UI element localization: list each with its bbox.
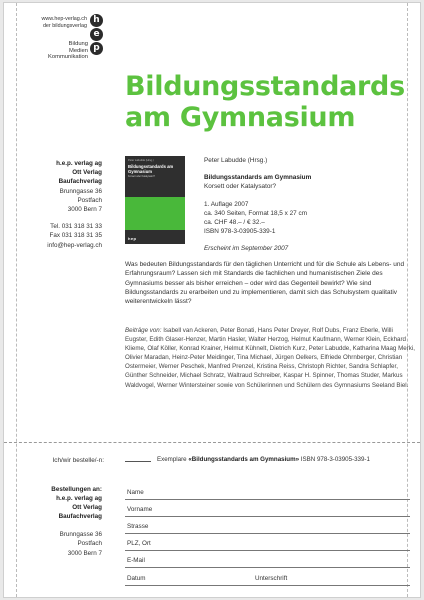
cover-green-band <box>125 197 185 230</box>
book-subtitle: Korsett oder Katalysator? <box>204 183 277 191</box>
field-label: Vorname <box>127 506 153 514</box>
field-label: E-Mail <box>127 557 145 565</box>
field-label: Datum <box>127 574 146 582</box>
contributors-list: Isabell van Ackeren, Peter Bonati, Hans Peter Dreyer, Rolf Dubs, Franz Eberle, Willi Eugster, Edith Glaser-Henzer, Martin Hasler, Walter Herzog, Helmut Kaufmann, Werner Klein, Eckhard Klieme, Olaf Köller, Konrad Krainer, Helmut Kühnelt, Dietrich Kurz, Peter Labudde, Katharina Maag Merki, Olivier Maradan, Heinz-Peter Meidinger, Tina Michael, Jürgen Oelkers, Elfriede Ohrnberger, Christian Ostermeier, Werner Peschek, Manfred Prenzel, Kristina Reiss, Christoph Richter, Sandra Schlapfer, Günther Schneider, Michael Schratz, Waltraud Schreiber, Kaspar H. Spinner, Thomas Studer, Markus Waldvogel, Werner Wintersteiner sowie von Schülerinnen und Schülern des Gymnasiums Seeland Biel. <box>125 327 415 389</box>
hep-logo <box>90 14 104 56</box>
book-release: Erscheint im September 2007 <box>204 245 289 253</box>
title-line: am Gymnasium <box>125 102 356 133</box>
book-edition: 1. Auflage 2007 <box>204 200 249 208</box>
logo-letter-e: e <box>90 28 103 41</box>
street: Brunngasse 36 <box>59 187 102 195</box>
order-address <box>24 485 102 558</box>
order-address-label: Bestellungen an: <box>51 486 102 493</box>
order-isbn: ISBN 978-3-03905-339-1 <box>300 456 370 463</box>
book-cover-image <box>125 156 185 244</box>
book-price: ca. CHF 48.– / € 32.– <box>204 219 265 227</box>
publisher-url <box>35 16 87 29</box>
strasse-field[interactable] <box>125 517 410 534</box>
contributors-label: Beiträge von: <box>125 327 162 334</box>
order-book-title: «Bildungsstandards am Gymnasium» <box>188 456 300 463</box>
email-field[interactable] <box>125 551 410 568</box>
cover-subtitle: Korsett oder Katalysator? <box>128 175 155 178</box>
book-title: Bildungsstandards am Gymnasium <box>204 174 312 182</box>
po-box: Postfach <box>77 196 102 204</box>
cover-brand: hep <box>128 236 137 241</box>
logo-letter-h: h <box>90 14 103 27</box>
logo-word: Medien <box>68 47 88 54</box>
book-pages: ca. 340 Seiten, Format 18,5 x 27 cm <box>204 209 308 217</box>
publisher-name: Baufachverlag <box>58 513 102 521</box>
flyer-page <box>3 2 421 598</box>
order-prompt: Ich/wir bestelle/-n: <box>52 457 104 464</box>
book-details <box>204 156 414 254</box>
cut-line <box>4 442 420 443</box>
logo-words <box>48 41 88 61</box>
fax: Fax 031 318 31 35 <box>49 232 102 240</box>
signature-label: Unterschrift <box>255 574 288 582</box>
cover-title: Bildungsstandards am Gymnasium <box>128 164 174 174</box>
plz-ort-field[interactable] <box>125 534 410 551</box>
vorname-field[interactable] <box>125 500 410 517</box>
order-form <box>125 483 410 586</box>
city: 3000 Bern 7 <box>67 206 102 214</box>
perforation-left <box>16 3 17 597</box>
po-box: Postfach <box>77 540 102 548</box>
field-label: Name <box>127 489 144 497</box>
publisher-name: Ott Verlag <box>72 169 102 177</box>
logo-word: Bildung <box>68 41 88 47</box>
url-line: www.hep-verlag.ch <box>41 16 87 22</box>
publisher-name: h.e.p. verlag ag <box>56 160 102 167</box>
field-label: PLZ, Ort <box>127 540 151 548</box>
publisher-name: h.e.p. verlag ag <box>56 495 102 503</box>
field-label: Strasse <box>127 523 149 531</box>
page-title <box>125 71 415 133</box>
publisher-name: Baufachverlag <box>58 178 102 186</box>
publisher-address <box>24 159 102 250</box>
email-link[interactable]: info@hep-verlag.ch <box>47 241 102 249</box>
city: 3000 Bern 7 <box>67 549 102 557</box>
street: Brunngasse 36 <box>59 531 102 539</box>
book-editor: Peter Labudde (Hrsg.) <box>204 157 268 164</box>
cover-author: Peter Labudde (Hrsg.) <box>128 159 154 162</box>
publisher-name: Ott Verlag <box>72 504 102 512</box>
date-signature-field[interactable] <box>125 568 410 585</box>
title-line: Bildungsstandards <box>125 71 405 102</box>
logo-letter-p: p <box>90 42 103 55</box>
logo-word: Kommunikation <box>48 54 88 61</box>
copies-field[interactable] <box>125 461 151 462</box>
intro-paragraph: Was bedeuten Bildungsstandards für den täglichen Unterricht und für die Schule als Lebens- und Erfahrungsraum? Lassen sich mit Standards die fachlichen und humanistischen Ziele des Gymnasiums besser als bisher erreichen – oder wird das Gegenteil bewirkt? Wie sind Bildungsstandards zu erarbeiten und zu implementieren, damit sich das Schulsystem qualitativ weiterentwickeln lässt? <box>125 261 405 306</box>
order-copies-line <box>125 456 415 463</box>
copies-label: Exemplare <box>157 456 187 463</box>
contributors-paragraph <box>125 326 415 390</box>
phone: Tel. 031 318 31 33 <box>50 223 102 231</box>
tagline: der bildungsverlag <box>42 22 87 29</box>
book-isbn: ISBN 978-3-03905-339-1 <box>204 228 276 236</box>
name-field[interactable] <box>125 483 410 500</box>
